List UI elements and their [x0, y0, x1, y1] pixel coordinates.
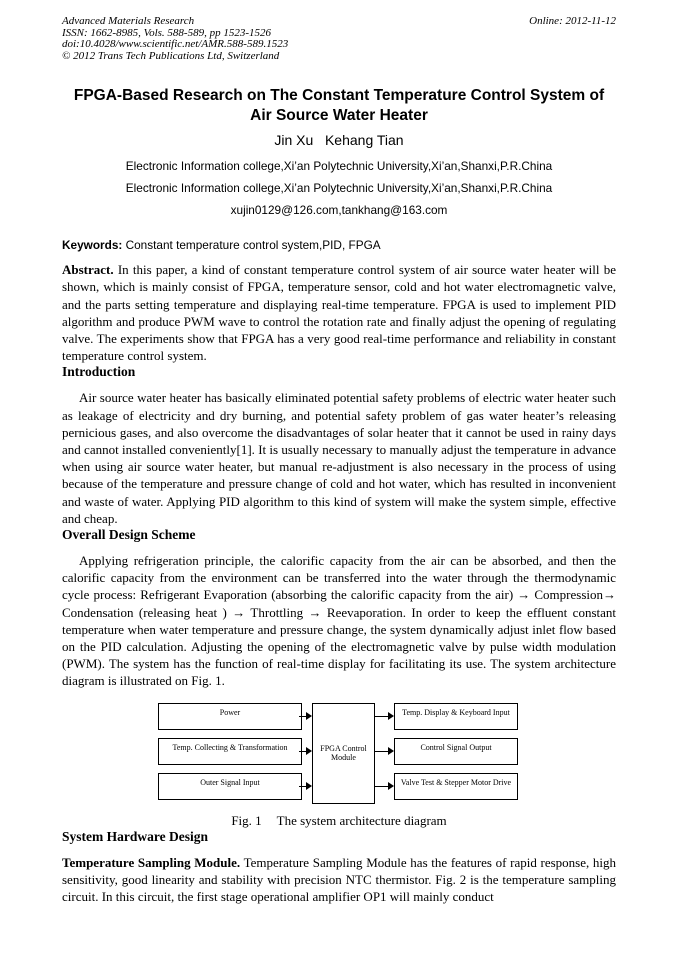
diagram-box-control-signal-output: Control Signal Output: [394, 738, 518, 765]
journal-info-block: [62, 16, 288, 62]
abstract-paragraph: [62, 261, 616, 364]
keywords-text: Constant temperature control system,PID, FPGA: [122, 238, 381, 253]
keywords-line: [62, 238, 616, 252]
journal-name: Advanced Materials Research: [62, 15, 195, 27]
affiliation-line-1: Electronic Information college,Xi’an Polytechnic University,Xi’an,Shanxi,P.R.China: [125, 159, 553, 174]
section-heading-system-hardware: System Hardware Design: [62, 828, 208, 844]
diagram-box-power: Power: [158, 703, 302, 730]
arrow-right-icon: [299, 782, 312, 791]
figure1-caption-text: The system architecture diagram: [276, 812, 447, 828]
diagram-box-temp-collecting: Temp. Collecting & Transformation: [158, 738, 302, 765]
diagram-box-temp-display-keyboard: Temp. Display & Keyboard Input: [394, 703, 518, 730]
arrow-right-icon: [299, 712, 312, 721]
arrow-right-icon: [299, 747, 312, 756]
diagram-box-outer-signal-input: Outer Signal Input: [158, 773, 302, 800]
section-heading-overall-design: Overall Design Scheme: [62, 526, 196, 542]
abstract-label: Abstract.: [62, 262, 114, 278]
doi-line: doi:10.4028/www.scientific.net/AMR.588-589.1523: [62, 38, 289, 51]
diagram-box-fpga-control-module: FPGA Control Module: [312, 703, 375, 804]
affiliation-line-2: Electronic Information college,Xi’an Polytechnic University,Xi’an,Shanxi,P.R.China: [125, 181, 553, 196]
online-date: Online: 2012-11-12: [529, 15, 616, 27]
figure1-caption: [62, 813, 616, 829]
temperature-sampling-module-label: Temperature Sampling Module.: [62, 854, 241, 870]
paper-title: FPGA-Based Research on The Constant Temperature Control System of Air Source Water Heater: [73, 87, 605, 124]
overall-design-paragraph: Applying refrigeration principle, the calorific capacity from the air can be absorbed, and then the calorific capacity from the environment can be transferred into the water through the thermodynamic cycle process: Refrigerant Evaporation (absorbing the calorific capacity from the air) → Compression→ Condensation (releasing heat ) → Throttling → Reevaporation. In order to keep the effluent constant temperature when water temperature and pressure change, the system dynamically adjust inlet flow based on the PID calculation. Adjusting the opening of the electromagnetic valve by pulse width modulation (PWM). The system has the function of real-time display for facilitating its use. The system architecture diagram is illustrated on Fig. 1.: [62, 552, 616, 689]
keywords-label: Keywords:: [62, 238, 123, 253]
issn-line: ISSN: 1662-8985, Vols. 588-589, pp 1523-1526: [62, 26, 271, 39]
introduction-paragraph: Air source water heater has basically eliminated potential safety problems of electric water heater such as leakage of electricity and dry burning, and potential safety problem of gas water heater’s releasing pernicious gases, and also overcome the disadvantages of solar heater that it cannot be used in rainy days and cannot installed conveniently[1]. It is usually necessary to manually adjust the temperature in advance when using air source water heater, but manual re-adjustment is also necessary in the process of using because of the temperature and pressure change of cold and hot water, which has resulted in inconvenient and waste of water. Applying PID algorithm to this kind of system will make the system simple, effective and cheap.: [62, 390, 616, 526]
hardware-paragraph: [62, 854, 616, 906]
hardware-text: Temperature Sampling Module has the features of rapid response, high sensitivity, good linearity and stability with precision NTC thermistor. Fig. 2 is the temperature sampling circuit. In this circuit, the first stage operational amplifier OP1 will mainly conduct: [62, 854, 616, 904]
diagram-box-valve-test-stepper: Valve Test & Stepper Motor Drive: [394, 773, 518, 800]
arrow-right-icon: [375, 712, 394, 721]
abstract-text: In this paper, a kind of constant temperature control system of air source water heater will be shown, which is mainly consist of FPGA, temperature sensor, cold and hot water electromagnetic valve, and the parts setting temperature and displaying real-time temperature. FPGA is used to implement PID algorithm and produce PWM wave to control the rotation rate and finally adjust the opening of regulating valve. The experiments show that FPGA has a very good real-time performance and reliability in constant temperature control system.: [62, 262, 616, 364]
figure1-caption-label: Fig. 1: [231, 812, 262, 828]
page-header: [62, 16, 616, 62]
arrow-right-icon: [375, 747, 394, 756]
section-heading-introduction: Introduction: [62, 364, 136, 380]
copyright-line: © 2012 Trans Tech Publications Ltd, Switzerland: [62, 49, 280, 62]
authors-line: Jin Xu Kehang Tian: [274, 132, 404, 149]
arrow-right-icon: [375, 782, 394, 791]
email-line: xujin0129@126.com,tankhang@163.com: [230, 203, 448, 218]
figure1-diagram: [62, 703, 616, 804]
